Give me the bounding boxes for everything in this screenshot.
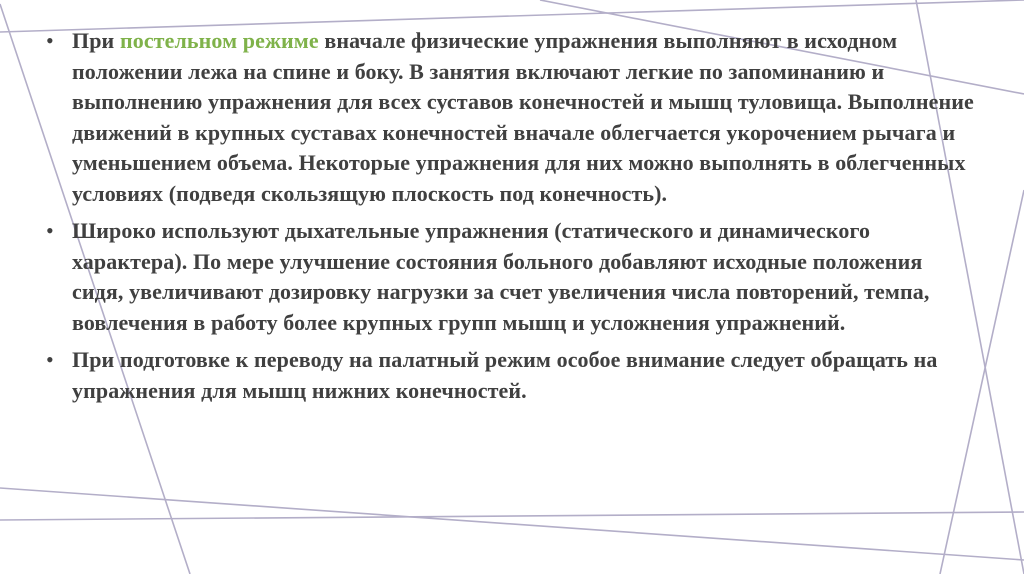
- decorative-line: [0, 512, 1024, 520]
- bullet-item-ward-regime-preparation: [46, 345, 976, 406]
- bullet-marker: •: [46, 347, 54, 372]
- decorative-line: [0, 488, 1024, 560]
- bullet-item-postelny-rezhim: [46, 26, 976, 209]
- bullet-marker: •: [46, 28, 54, 53]
- bullet-text: Широко используют дыхательные упражнения (статического и динамического характера). По мере улучшение состояния больного добавляют исходные положения сидя, увеличивают дозировку нагрузки за счет увеличения числа повторений, темпа, вовлечения в работу более крупных групп мышц и усложнения упражнений.: [72, 218, 930, 335]
- bullet-item-breathing-exercises: [46, 216, 976, 338]
- bullet-marker: •: [46, 218, 54, 243]
- bullet-text: вначале физические упражнения выполняют в исходном положении лежа на спине и боку. В занятия включают легкие по запоминанию и выполнению упражнения для всех суставов конечностей и мышц туловища. Выполнение движений в крупных суставах конечностей вначале облегчается укорочением рычага и уменьшением объема. Некоторые упражнения для них можно выполнять в облегченных условиях (подведя скользящую плоскость под конечность).: [72, 28, 974, 206]
- bullet-text: При подготовке к переводу на палатный режим особое внимание следует обращать на упражнения для мышц нижних конечностей.: [72, 347, 938, 403]
- slide-body: [46, 26, 976, 413]
- bullet-prefix: При: [72, 28, 120, 53]
- highlighted-term: постельном режиме: [119, 28, 319, 53]
